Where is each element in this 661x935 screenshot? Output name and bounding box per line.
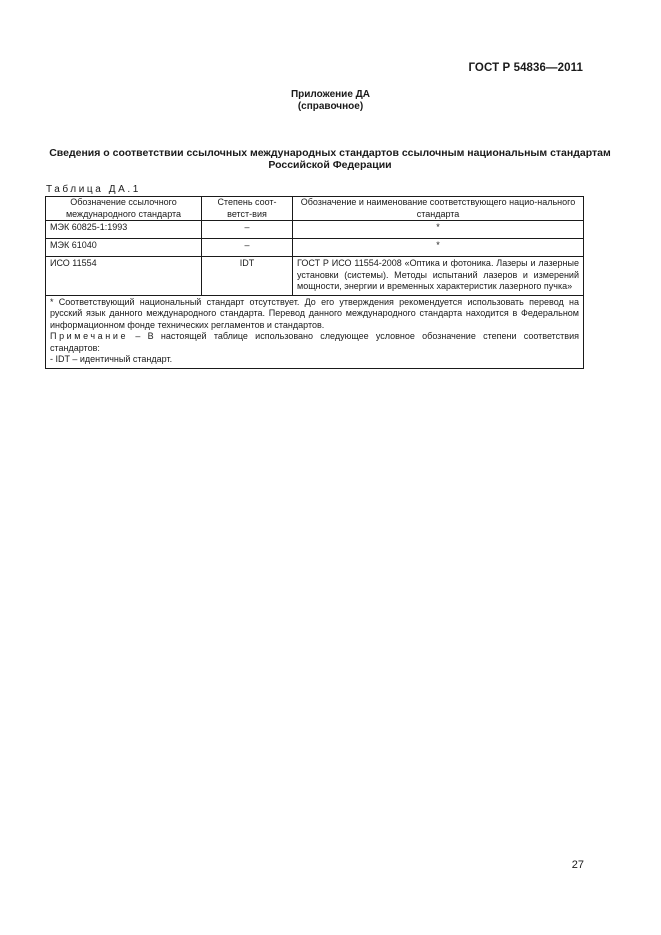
cell-designation: МЭК 60825-1:1993 — [46, 221, 202, 239]
table-note — [50, 331, 579, 354]
table-legend: - IDT – идентичный стандарт. — [50, 354, 173, 364]
cell-designation: МЭК 61040 — [46, 239, 202, 257]
note-label: Примечание — [50, 331, 129, 341]
header-degree: Степень соот-ветст-вия — [202, 197, 293, 221]
cell-national: ГОСТ Р ИСО 11554-2008 «Оптика и фотоника. Лазеры и лазерные установки (системы). Методы испытаний лазеров и измерений мощности, энергии и временных характеристик лазерного пучка» — [293, 257, 584, 296]
document-id: ГОСТ Р 54836—2011 — [468, 62, 583, 74]
page-number: 27 — [571, 859, 584, 871]
page-title: Сведения о соответствии ссылочных международных стандартов ссылочным национальным стандартам Российской Федерации — [49, 147, 611, 171]
table-row — [46, 239, 584, 257]
table-row — [46, 257, 584, 296]
appendix-note: (справочное) — [297, 101, 364, 112]
cell-national: * — [293, 239, 584, 257]
table-footnote: * Соответствующий национальный стандарт отсутствует. До его утверждения рекомендуется использовать перевод на русский язык данного международного стандарта. Перевод данного международного стандарта находится в Федеральном информационном фонде технических регламентов и стандартов. — [50, 296, 579, 330]
table-notes-row — [46, 295, 584, 368]
table-notes — [46, 295, 584, 368]
table-caption: Таблица ДА.1 — [46, 184, 141, 195]
appendix-heading — [0, 89, 661, 113]
header-national: Обозначение и наименование соответствующего нацио-нального стандарта — [293, 197, 584, 221]
appendix-label: Приложение ДА — [290, 89, 371, 100]
table-row — [46, 221, 584, 239]
cell-degree: – — [202, 221, 293, 239]
cell-degree: – — [202, 239, 293, 257]
cell-national: * — [293, 221, 584, 239]
header-designation: Обозначение ссылочного международного стандарта — [46, 197, 202, 221]
table-header-row — [46, 197, 584, 221]
cell-designation: ИСО 11554 — [46, 257, 202, 296]
cell-degree: IDT — [202, 257, 293, 296]
note-text: – В настоящей таблице использовано следующее условное обозначение степени соответствия стандартов: — [50, 331, 579, 353]
standards-table — [45, 196, 584, 369]
